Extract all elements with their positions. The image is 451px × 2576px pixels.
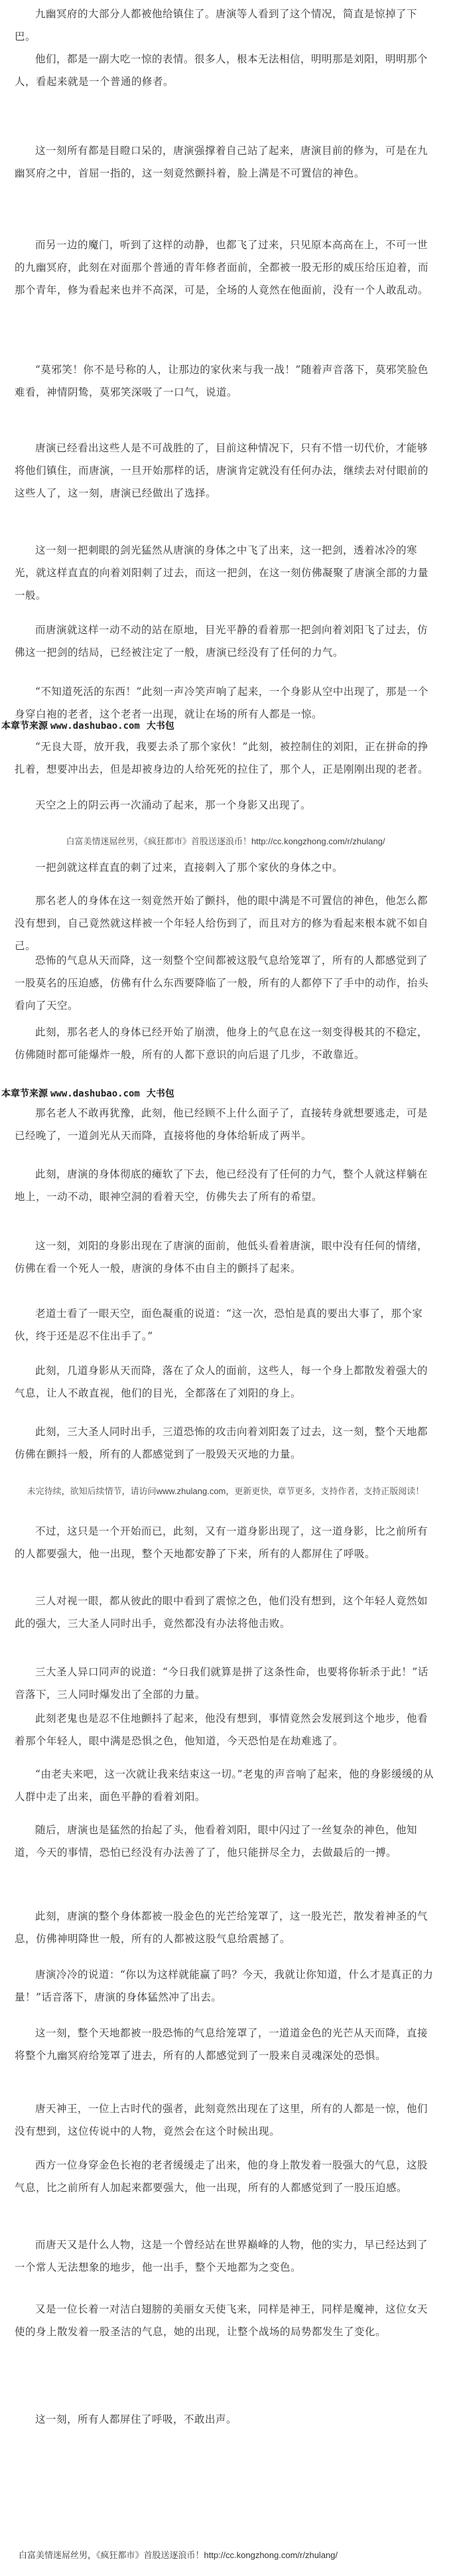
paragraph: 此刻，几道身影从天而降，落在了众人的面前，这些人，每一个身上都散发着强大的气息，让人不敢直视，他们的目光，全都落在了刘阳的身上。 <box>15 1365 428 1399</box>
paragraph: 此刻，那名老人的身体已经开始了崩溃，他身上的气息在这一刻变得极其的不稳定，仿佛随时都可能爆炸一般，所有的人都下意识的向后退了几步，不敢靠近。 <box>15 1026 428 1061</box>
text-block <box>0 1163 451 1208</box>
text-block <box>0 1520 451 1565</box>
text-block <box>0 1819 451 1864</box>
text-block <box>0 889 451 957</box>
text-block <box>0 856 451 879</box>
text-block <box>0 358 451 404</box>
paragraph: 老道士看了一眼天空，面色凝重的说道：“这一次，恐怕是真的要出大事了，那个家伙，终于还是忍不住出手了。” <box>15 1308 423 1342</box>
paragraph: 随后，唐演也是猛然的抬起了头，他看着刘阳，眼中闪过了一丝复杂的神色，他知道，今天的事情，恐怕已经没有办法善了了，他只能拼尽全力，去做最后的一搏。 <box>15 1824 418 1858</box>
source-label: 本章节来源 <box>1 720 48 731</box>
text-block <box>0 1302 451 1347</box>
text-block <box>0 1235 451 1280</box>
paragraph: 而唐演就这样一动不动的站在原地，目光平静的看着那一把剑向着刘阳飞了过去，仿佛这一把剑的结局，已经被注定了一般，唐演已经没有了任何的力气。 <box>15 624 428 658</box>
text-block <box>0 1763 451 1808</box>
text-block <box>0 1661 451 1706</box>
paragraph: “莫邪笑！你不是号称的人，让那边的家伙来与我一战！”随着声音落下，莫邪笑脸色难看，神情阴鸷，莫邪笑深吸了一口气，说道。 <box>15 364 428 398</box>
text-block <box>0 234 451 301</box>
paragraph: 此刻，三大圣人同时出手，三道恐怖的攻击向着刘阳轰了过去，这一刻，整个天地都仿佛在颤抖一般，所有的人都感觉到了一股毁天灭地的力量。 <box>15 1426 428 1460</box>
paragraph: 此刻，唐演的整个身体都被一股金色的光芒给笼罩了，这一股光芒，散发着神圣的气息，仿佛神明降世一般，所有的人都被这股气息给震撼了。 <box>15 1910 428 1945</box>
text-block <box>0 1420 451 1466</box>
text-block <box>0 1359 451 1404</box>
text-block <box>0 2097 451 2143</box>
paragraph: 唐天神王，一位上古时代的强者，此刻竟然出现在了这里，所有的人都是一惊，他们没有想到，这位传说中的人物，竟然会在这个时候出现。 <box>15 2103 428 2137</box>
paragraph: 不过，这只是一个开始而已，此刻，又有一道身影出现了，这一道身影，比之前所有的人都要强大，他一出现，整个天地都安静了下来，所有的人都屏住了呼吸。 <box>15 1525 428 1560</box>
paragraph: “不知道死活的东西！”此刻一声冷笑声响了起来，一个身影从空中出现了，那是一个身穿白袍的老者，这个老者一出现，就让在场的所有人都是一惊。 <box>15 686 428 720</box>
text-block <box>0 1102 451 1147</box>
paragraph: 此刻，唐演的身体彻底的瘫软了下去，他已经没有了任何的力气，整个人就这样躺在地上，一动不动，眼神空洞的看着天空，仿佛失去了所有的希望。 <box>15 1168 428 1203</box>
continue-notice[interactable]: 未完待续，欲知后续情节，请访问www.zhulang.com，更新更快，章节更多，支持作者，支持正版阅读！ <box>27 1486 424 1496</box>
text-block <box>0 1707 451 1752</box>
paragraph: 这一刻，整个天地都被一股恐怖的气息给笼罩了，一道道金色的光芒从天而降，直接将整个九幽冥府给笼罩了进去，所有的人都感觉到了一股来自灵魂深处的恐惧。 <box>15 2027 428 2062</box>
source-domain[interactable]: www.dashubao.com <box>50 1089 140 1099</box>
promo-notice[interactable]: 白富美情迷屌丝男，《疯狂都市》首股送逐浪币！http://cc.kongzhong.com/r/zhulang/ <box>66 836 385 846</box>
paragraph: 那名老人不敢再犹豫，此刻，他已经顾不上什么面子了，直接转身就想要逃走，可是已经晚了，一道剑光从天而降，直接将他的身体给斩成了两半。 <box>15 1107 428 1142</box>
paragraph: 一把剑就这样直直的刺了过来，直接刺入了那个家伙的身体之中。 <box>35 862 344 873</box>
text-block <box>0 2408 451 2431</box>
paragraph: 这一刻，刘阳的身影出现在了唐演的面前，他低头看着唐演，眼中没有任何的情绪，仿佛在看一个死人一般，唐演的身体不由自主的颤抖了起来。 <box>15 1240 428 1274</box>
text-block <box>0 619 451 664</box>
paragraph: 西方一位身穿金色长袍的老者缓缓走了出来，他的身上散发着一股强大的气息，这股气息，比之前所有人加起来都要强大，他一出现，所有的人都感觉到了一股压迫感。 <box>15 2159 428 2194</box>
paragraph: 他们，都是一副大吃一惊的表情。很多人，根本无法相信，明明那是刘阳，明明那个人，看起来就是一个普通的修者。 <box>15 53 428 88</box>
paragraph: 这一刻所有都是目瞪口呆的，唐演强撑着自己站了起来，唐演目前的修为，可是在九幽冥府之中，首屈一指的，这一刻竟然颤抖着，脸上满是不可置信的神色。 <box>15 145 428 179</box>
text-block <box>0 735 451 781</box>
source-banner <box>0 718 451 733</box>
text-block <box>0 2154 451 2199</box>
text-block <box>0 1590 451 1635</box>
text-block <box>0 794 451 816</box>
paragraph: 唐演已经看出这些人是不可战胜的了，目前这种情况下，只有不惜一切代价，才能够将他们镇住，而唐演，一旦开始那样的话，唐演肯定就没有任何办法，继续去对付眼前的这些人了，这一刻，唐演已经做出了选择。 <box>15 442 429 499</box>
paragraph: 三大圣人异口同声的说道：“今日我们就算是拼了这条性命，也要将你斩杀于此！”话音落下，三人同时爆发出了全部的力量。 <box>15 1666 428 1701</box>
source-site-name: 大书包 <box>146 1088 174 1099</box>
paragraph: 唐演冷冷的说道：“你以为这样就能赢了吗？今天，我就让你知道，什么才是真正的力量！”话音落下，唐演的身体猛然冲了出去。 <box>15 1969 434 2003</box>
paragraph: “由老夫来吧，这一次就让我来结束这一切。”老鬼的声音响了起来，他的身影缓缓的从人群中走了出来，面色平静的看着刘阳。 <box>15 1768 434 1803</box>
paragraph: 那名老人的身体在这一刻竟然开始了颤抖，他的眼中满是不可置信的神色，他怎么都没有想到，自己竟然就这样被一个年轻人给伤到了，而且对方的修为看起来根本就不如自己。 <box>15 895 429 952</box>
text-block <box>0 2234 451 2279</box>
source-label: 本章节来源 <box>1 1088 48 1099</box>
text-block <box>0 2022 451 2067</box>
text-block <box>0 1905 451 1950</box>
paragraph: 三人对视一眼，都从彼此的眼中看到了震惊之色，他们没有想到，这个年轻人竟然如此的强大，三大圣人同时出手，竟然都没有办法将他击败。 <box>15 1595 428 1629</box>
paragraph: 此刻老鬼也是忍不住地颤抖了起来，他没有想到，事情竟然会发展到这个地步，他看着那个年轻人，眼中满是恐惧之色，他知道，今天恐怕是在劫难逃了。 <box>15 1712 428 1747</box>
paragraph: 而另一边的魔门，听到了这样的动静，也都飞了过来，只见原本高高在上，不可一世的九幽冥府，此刻在对面那个普通的青年修者面前，全都被一股无形的威压给压迫着，而那个青年，修为看起来也并不高深，可是，全场的人竟然在他面前，没有一个人敢乱动。 <box>15 239 429 296</box>
text-block <box>0 1021 451 1066</box>
paragraph: “无良大哥，放开我，我要去杀了那个家伙！”此刻，被控制住的刘阳，正在拼命的挣扎着，想要冲出去，但是却被身边的人给死死的拉住了，那个人，正是刚刚出现的老者。 <box>15 741 429 775</box>
text-block <box>0 539 451 607</box>
paragraph: 这一刻，所有人都屏住了呼吸，不敢出声。 <box>35 2413 237 2425</box>
paragraph: 而唐天又是什么人物，这是一个曾经站在世界巅峰的人物，他的实力，早已经达到了一个常人无法想象的地步，他一出手，整个天地都为之变色。 <box>15 2239 428 2273</box>
text-block <box>0 1963 451 2008</box>
promo-notice-footer[interactable]: 白富美情迷屌丝男，《疯狂都市》首股送逐浪币！http://cc.kongzhong.com/r/zhulang/ <box>19 2550 338 2560</box>
source-banner <box>0 1086 451 1100</box>
paragraph: 这一刻一把刺眼的剑光猛然从唐演的身体之中飞了出来，这一把剑，透着冰冷的寒光，就这样直直的向着刘阳刺了过去，而这一把剑，在这一刻仿佛凝聚了唐演全部的力量一般。 <box>15 544 429 601</box>
source-domain[interactable]: www.dashubao.com <box>50 721 140 731</box>
text-block <box>0 3 451 93</box>
text-block <box>0 139 451 185</box>
text-block <box>0 437 451 504</box>
paragraph: 九幽冥府的大部分人都被他给镇住了。唐演等人看到了这个情况，简直是惊掉了下巴。 <box>15 8 418 42</box>
paragraph: 又是一位长着一对洁白翅膀的美丽女天使飞来，同样是神王，同样是魔神，这位女天使的身上散发着一股圣洁的气息，她的出现，让整个战场的局势都发生了变化。 <box>15 2303 428 2338</box>
text-block <box>0 949 451 1017</box>
paragraph: 恐怖的气息从天而降，这一刻整个空间都被这股气息给笼罩了，所有的人都感觉到了一股莫名的压迫感，仿佛有什么东西要降临了一般，所有的人都停下了手中的动作，抬头看向了天空。 <box>15 954 429 1012</box>
source-site-name: 大书包 <box>146 720 174 731</box>
text-block <box>0 2298 451 2343</box>
paragraph: 天空之上的阴云再一次涌动了起来，那一个身影又出现了。 <box>35 799 312 811</box>
